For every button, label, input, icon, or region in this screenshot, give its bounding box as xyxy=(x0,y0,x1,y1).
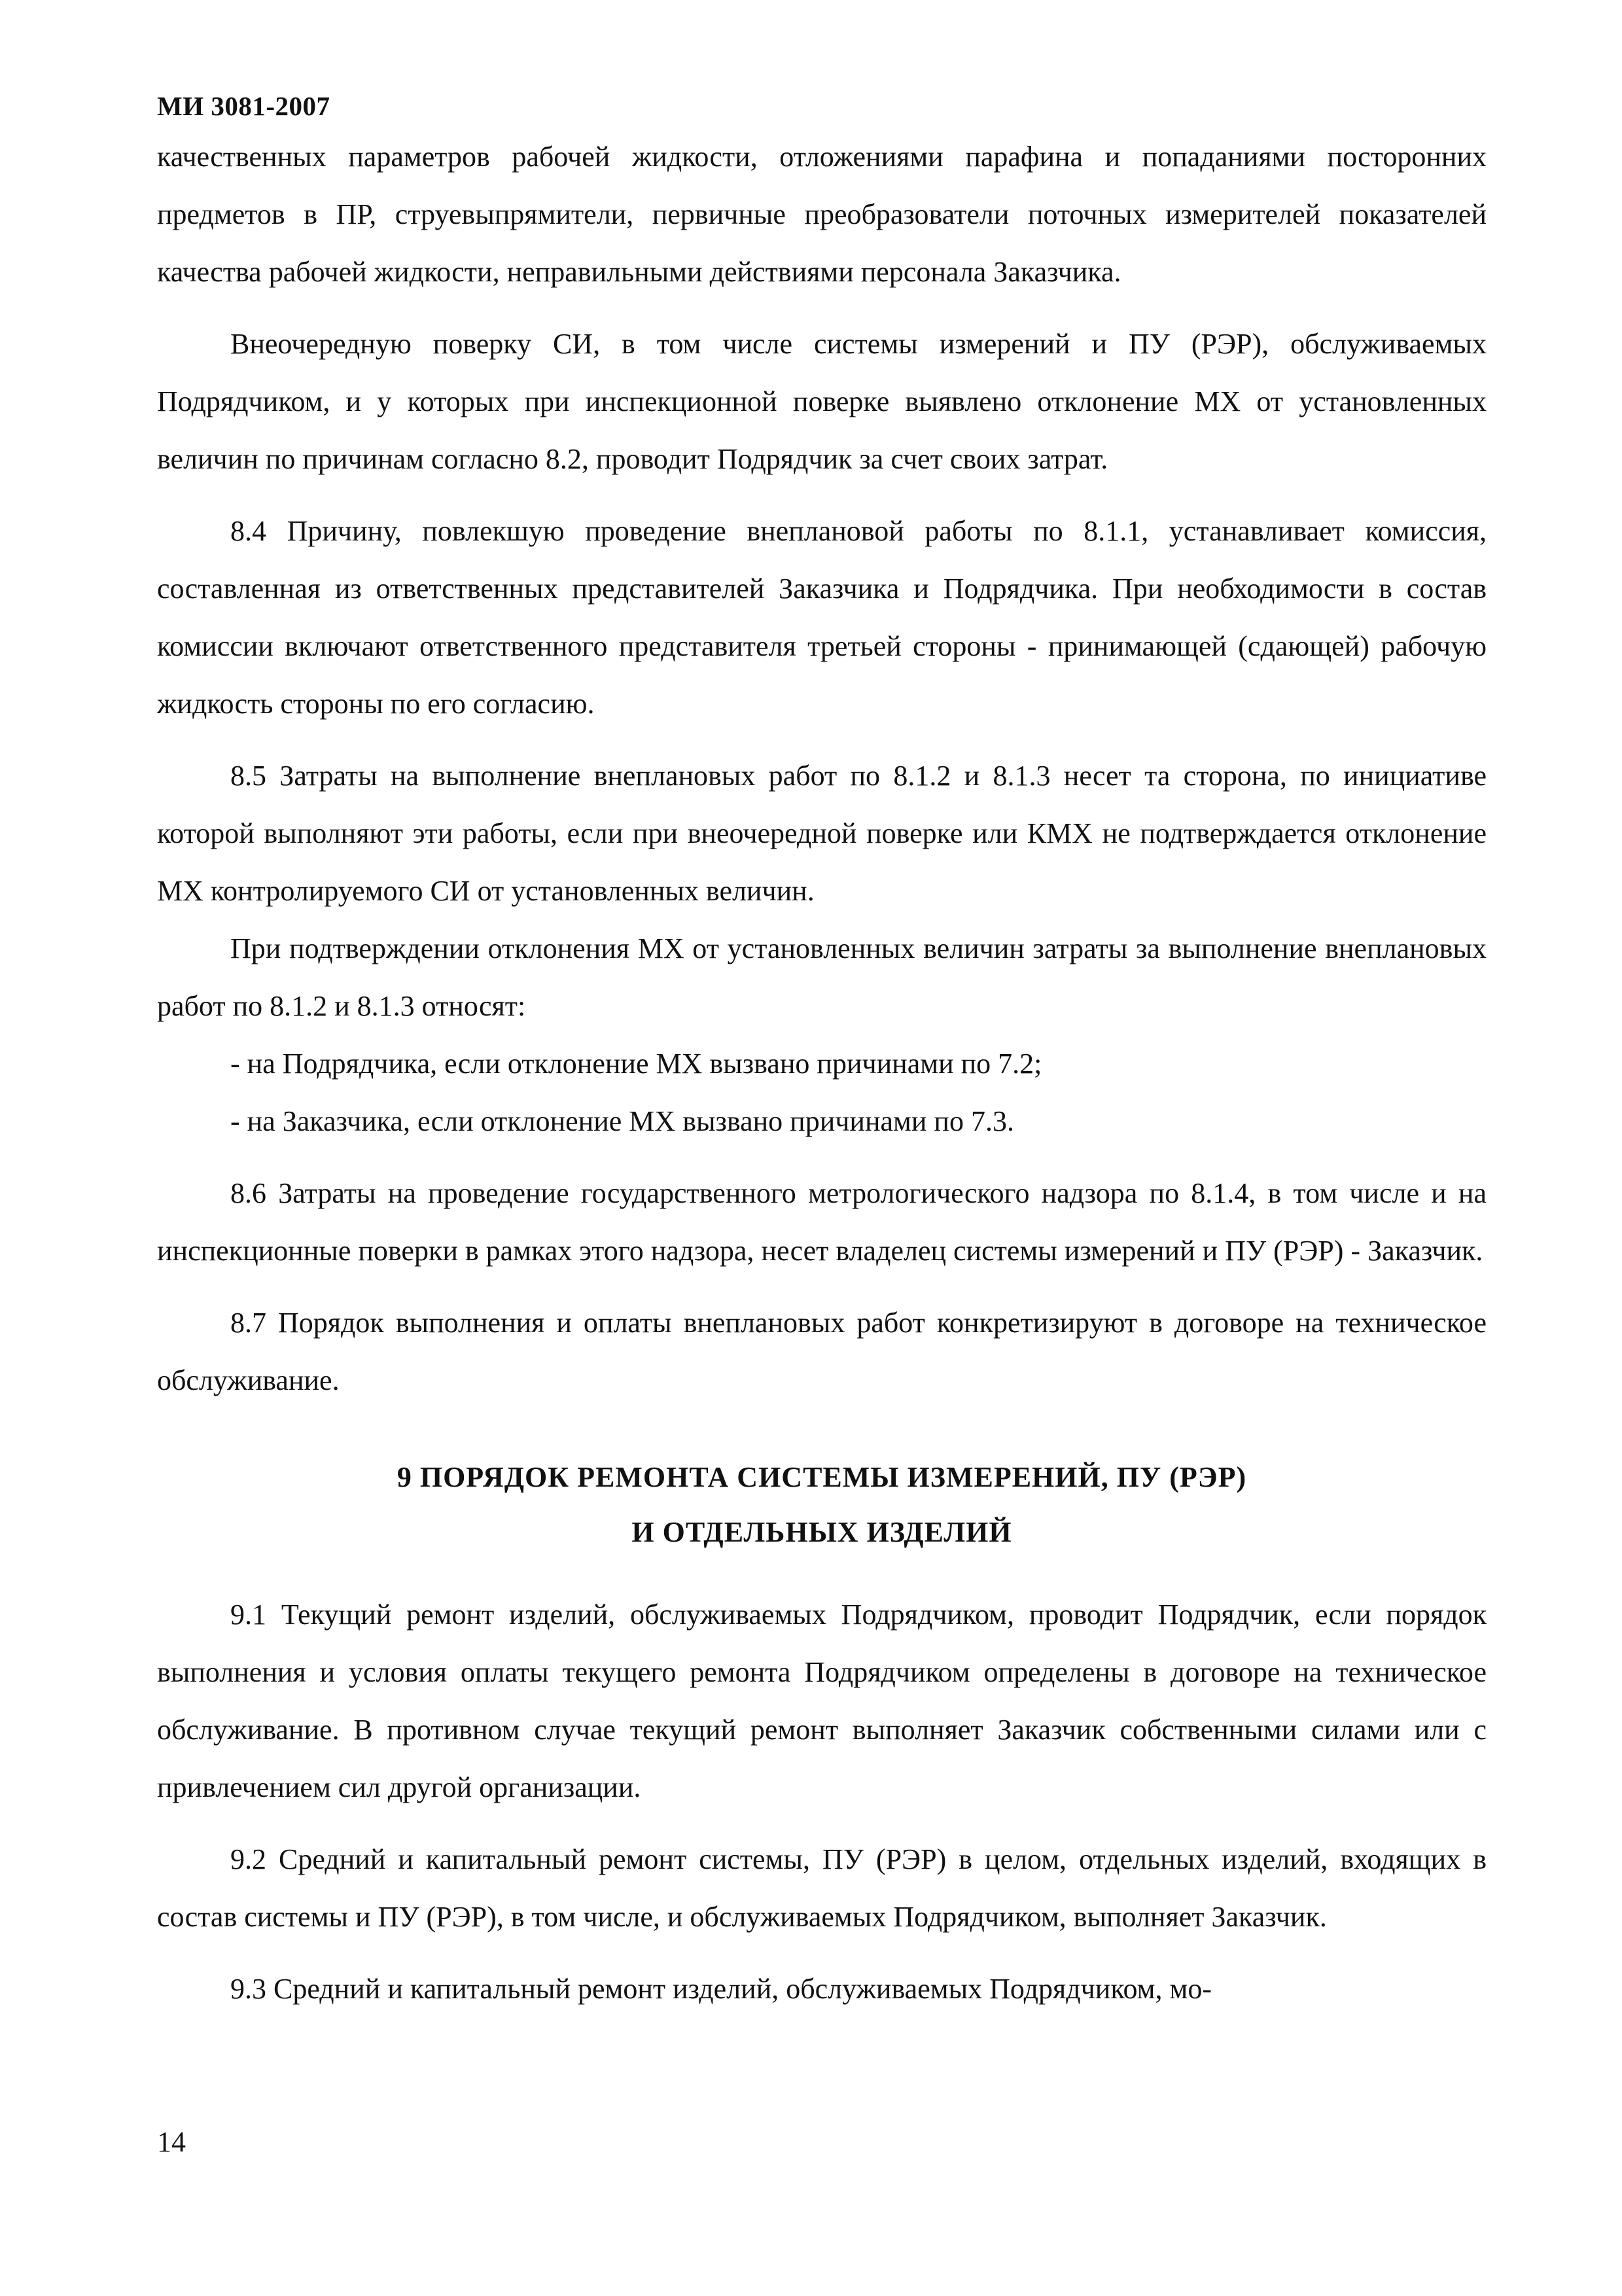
document-code: МИ 3081-2007 xyxy=(157,91,330,121)
section-heading xyxy=(157,1450,1487,1560)
paragraph-extraordinary-verification: Внеочередную поверку СИ, в том числе системы измерений и ПУ (РЭР), обслуживаемых Подрядчиком, и у которых при инспекционной поверке выявлено отклонение МХ от установленных величин по причинам согласно 8.2, проводит Подрядчик за счет своих затрат. xyxy=(157,328,1487,475)
paragraph-gap xyxy=(157,1946,1487,1960)
paragraph-continuation: качественных параметров рабочей жидкости, отложениями парафина и попаданиями посторонних предметов в ПР, струевыпрямители, первичные преобразователи поточных измерителей показателей качества рабочей жидкости, неправильными действиями персонала Заказчика. xyxy=(157,141,1487,288)
paragraph-gap xyxy=(157,1150,1487,1165)
list-item-customer: - на Заказчика, если отклонение МХ вызвано причинами по 7.3. xyxy=(230,1105,1014,1137)
paragraph-gap xyxy=(157,1280,1487,1294)
page-number: 14 xyxy=(157,2126,186,2158)
paragraph-8-5: 8.5 Затраты на выполнение внеплановых работ по 8.1.2 и 8.1.3 несет та сторона, по инициативе которой выполняют эти работы, если при внеочередной поверке или КМХ не подтверждается отклонение МХ контролируемого СИ от установленных величин. xyxy=(157,760,1487,907)
paragraph-gap xyxy=(157,488,1487,503)
paragraph-confirmation: При подтверждении отклонения МХ от установленных величин затраты за выполнение внеплановых работ по 8.1.2 и 8.1.3 относят: xyxy=(157,932,1487,1022)
paragraph-8-6: 8.6 Затраты на проведение государственного метрологического надзора по 8.1.4, в том числе и на инспекционные поверки в рамках этого надзора, несет владелец системы измерений и ПУ (РЭР) - Заказчик. xyxy=(157,1177,1487,1267)
paragraph-8-7: 8.7 Порядок выполнения и оплаты внеплановых работ конкретизируют в договоре на техническое обслуживание. xyxy=(157,1307,1487,1396)
page-content xyxy=(157,128,1487,2018)
paragraph-gap xyxy=(157,301,1487,315)
paragraph-9-2: 9.2 Средний и капитальный ремонт системы, ПУ (РЭР) в целом, отдельных изделий, входящих в состав системы и ПУ (РЭР), в том числе, и обслуживаемых Подрядчиком, выполняет Заказчик. xyxy=(157,1843,1487,1933)
section-heading-line-2: И ОТДЕЛЬНЫХ ИЗДЕЛИЙ xyxy=(631,1516,1012,1548)
paragraph-9-1: 9.1 Текущий ремонт изделий, обслуживаемых Подрядчиком, проводит Подрядчик, если порядок выполнения и условия оплаты текущего ремонта Подрядчиком определены в договоре на техническое обслуживание. В противном случае текущий ремонт выполняет Заказчик собственными силами или с привлечением сил другой организации. xyxy=(157,1598,1487,1803)
paragraph-gap xyxy=(157,733,1487,747)
paragraph-gap xyxy=(157,1816,1487,1831)
section-heading-line-1: 9 ПОРЯДОК РЕМОНТА СИСТЕМЫ ИЗМЕРЕНИЙ, ПУ (РЭР) xyxy=(397,1461,1247,1493)
paragraph-9-3: 9.3 Средний и капитальный ремонт изделий, обслуживаемых Подрядчиком, мо- xyxy=(230,1973,1212,2005)
paragraph-8-4: 8.4 Причину, повлекшую проведение внеплановой работы по 8.1.1, устанавливает комиссия, составленная из ответственных представителей Заказчика и Подрядчика. При необходимости в состав комиссии включают ответственного представителя третьей стороны - принимающей (сдающей) рабочую жидкость стороны по его согласию. xyxy=(157,515,1487,720)
list-item-contractor: - на Подрядчика, если отклонение МХ вызвано причинами по 7.2; xyxy=(230,1048,1042,1080)
